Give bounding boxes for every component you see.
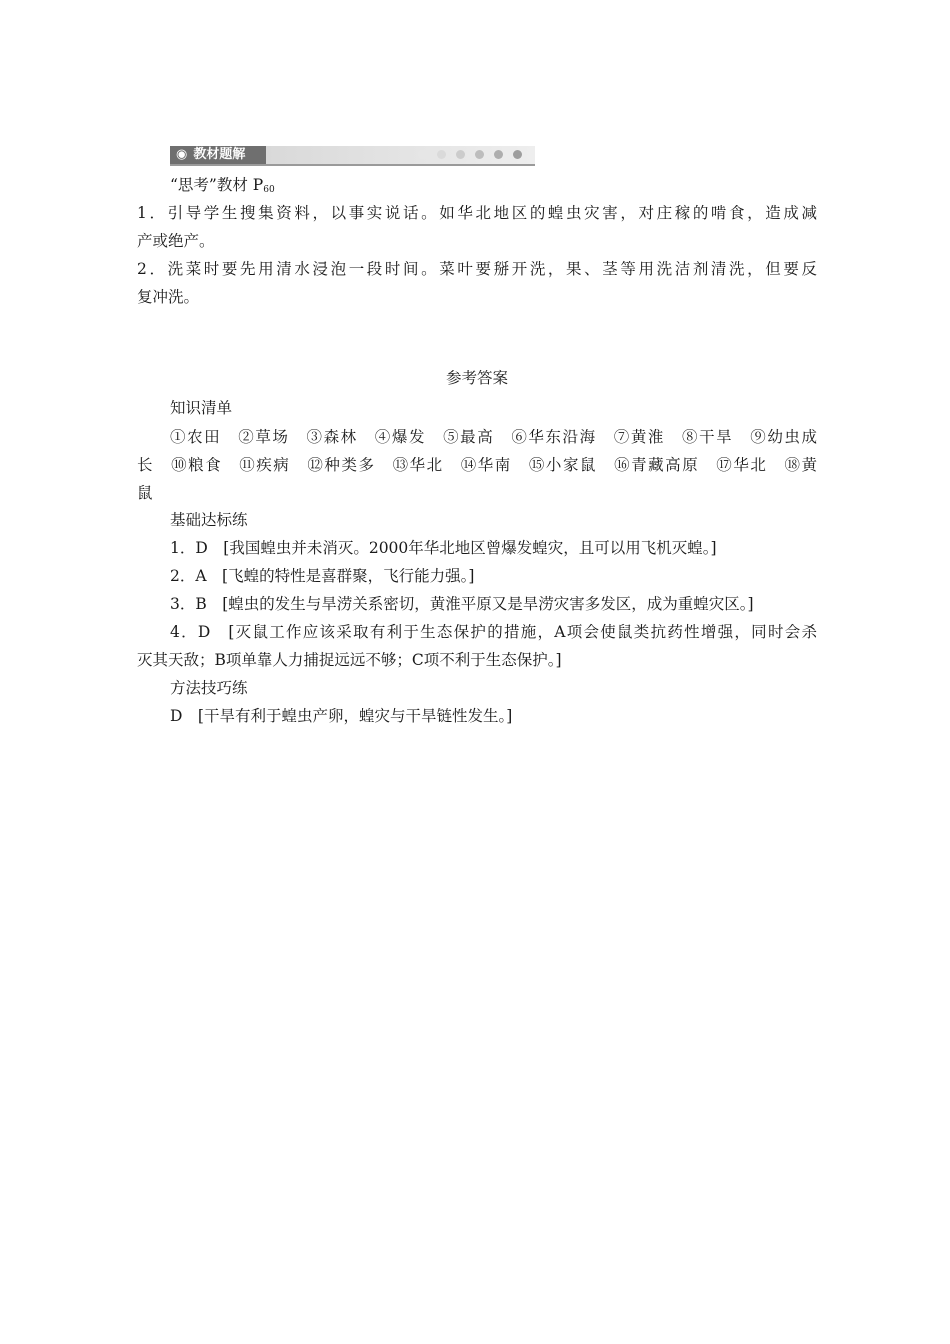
basic-answer-4-line-1: 4．D [灭鼠工作应该采取有利于生态保护的措施，A项会使鼠类抗药性增强，同时会杀	[170, 623, 817, 641]
banner-dots	[418, 150, 532, 160]
dot-icon	[437, 150, 446, 159]
target-icon: ◉	[176, 147, 188, 162]
think-item-1-line-1: 1．引导学生搜集资料，以事实说话。如华北地区的蝗虫灾害，对庄稼的啃食，造成减	[137, 204, 817, 222]
dot-icon	[475, 150, 484, 159]
basic-answer-1: 1．D [我国蝗虫并未消灭。2000年华北地区曾爆发蝗灾，且可以用飞机灭蝗。]	[170, 539, 717, 557]
dot-icon	[456, 150, 465, 159]
method-heading: 方法技巧练	[170, 679, 248, 697]
think-item-1-line-2: 产或绝产。	[137, 232, 215, 250]
section-banner-text: 教材题解	[193, 147, 246, 162]
think-label	[170, 174, 275, 201]
method-answer-1: D [干旱有利于蝗虫产卵，蝗灾与干旱链性发生。]	[170, 707, 513, 725]
basic-answer-4-line-2: 灭其天敌；B项单靠人力捕捉远远不够；C项不利于生态保护。]	[137, 651, 562, 669]
answers-title: 参考答案	[445, 369, 508, 387]
dot-icon	[418, 150, 427, 159]
section-banner-title	[176, 146, 245, 164]
basic-answer-3: 3．B [蝗虫的发生与旱涝关系密切，黄淮平原又是旱涝灾害多发区，成为重蝗灾区。]	[170, 595, 754, 613]
dot-icon	[513, 150, 522, 159]
knowledge-line-3: 鼠	[137, 484, 153, 502]
dot-icon	[494, 150, 503, 159]
knowledge-line-2: 长 ⑩粮食 ⑪疾病 ⑫种类多 ⑬华北 ⑭华南 ⑮小家鼠 ⑯青藏高原 ⑰华北 ⑱黄	[137, 456, 817, 474]
think-item-2-line-1: 2．洗菜时要先用清水浸泡一段时间。菜叶要掰开洗，果、茎等用洗洁剂清洗，但要反	[137, 260, 817, 278]
knowledge-heading: 知识清单	[170, 399, 233, 417]
think-label-text: “思考”教材 P	[170, 176, 264, 194]
basic-answer-2: 2．A [飞蝗的特性是喜群聚，飞行能力强。]	[170, 567, 475, 585]
think-page-number: 60	[263, 185, 275, 195]
knowledge-line-1: ①农田 ②草场 ③森林 ④爆发 ⑤最高 ⑥华东沿海 ⑦黄淮 ⑧干旱 ⑨幼虫成	[170, 428, 817, 446]
think-item-2-line-2: 复冲洗。	[137, 288, 200, 306]
basic-heading: 基础达标练	[170, 511, 248, 529]
section-banner	[170, 146, 535, 166]
